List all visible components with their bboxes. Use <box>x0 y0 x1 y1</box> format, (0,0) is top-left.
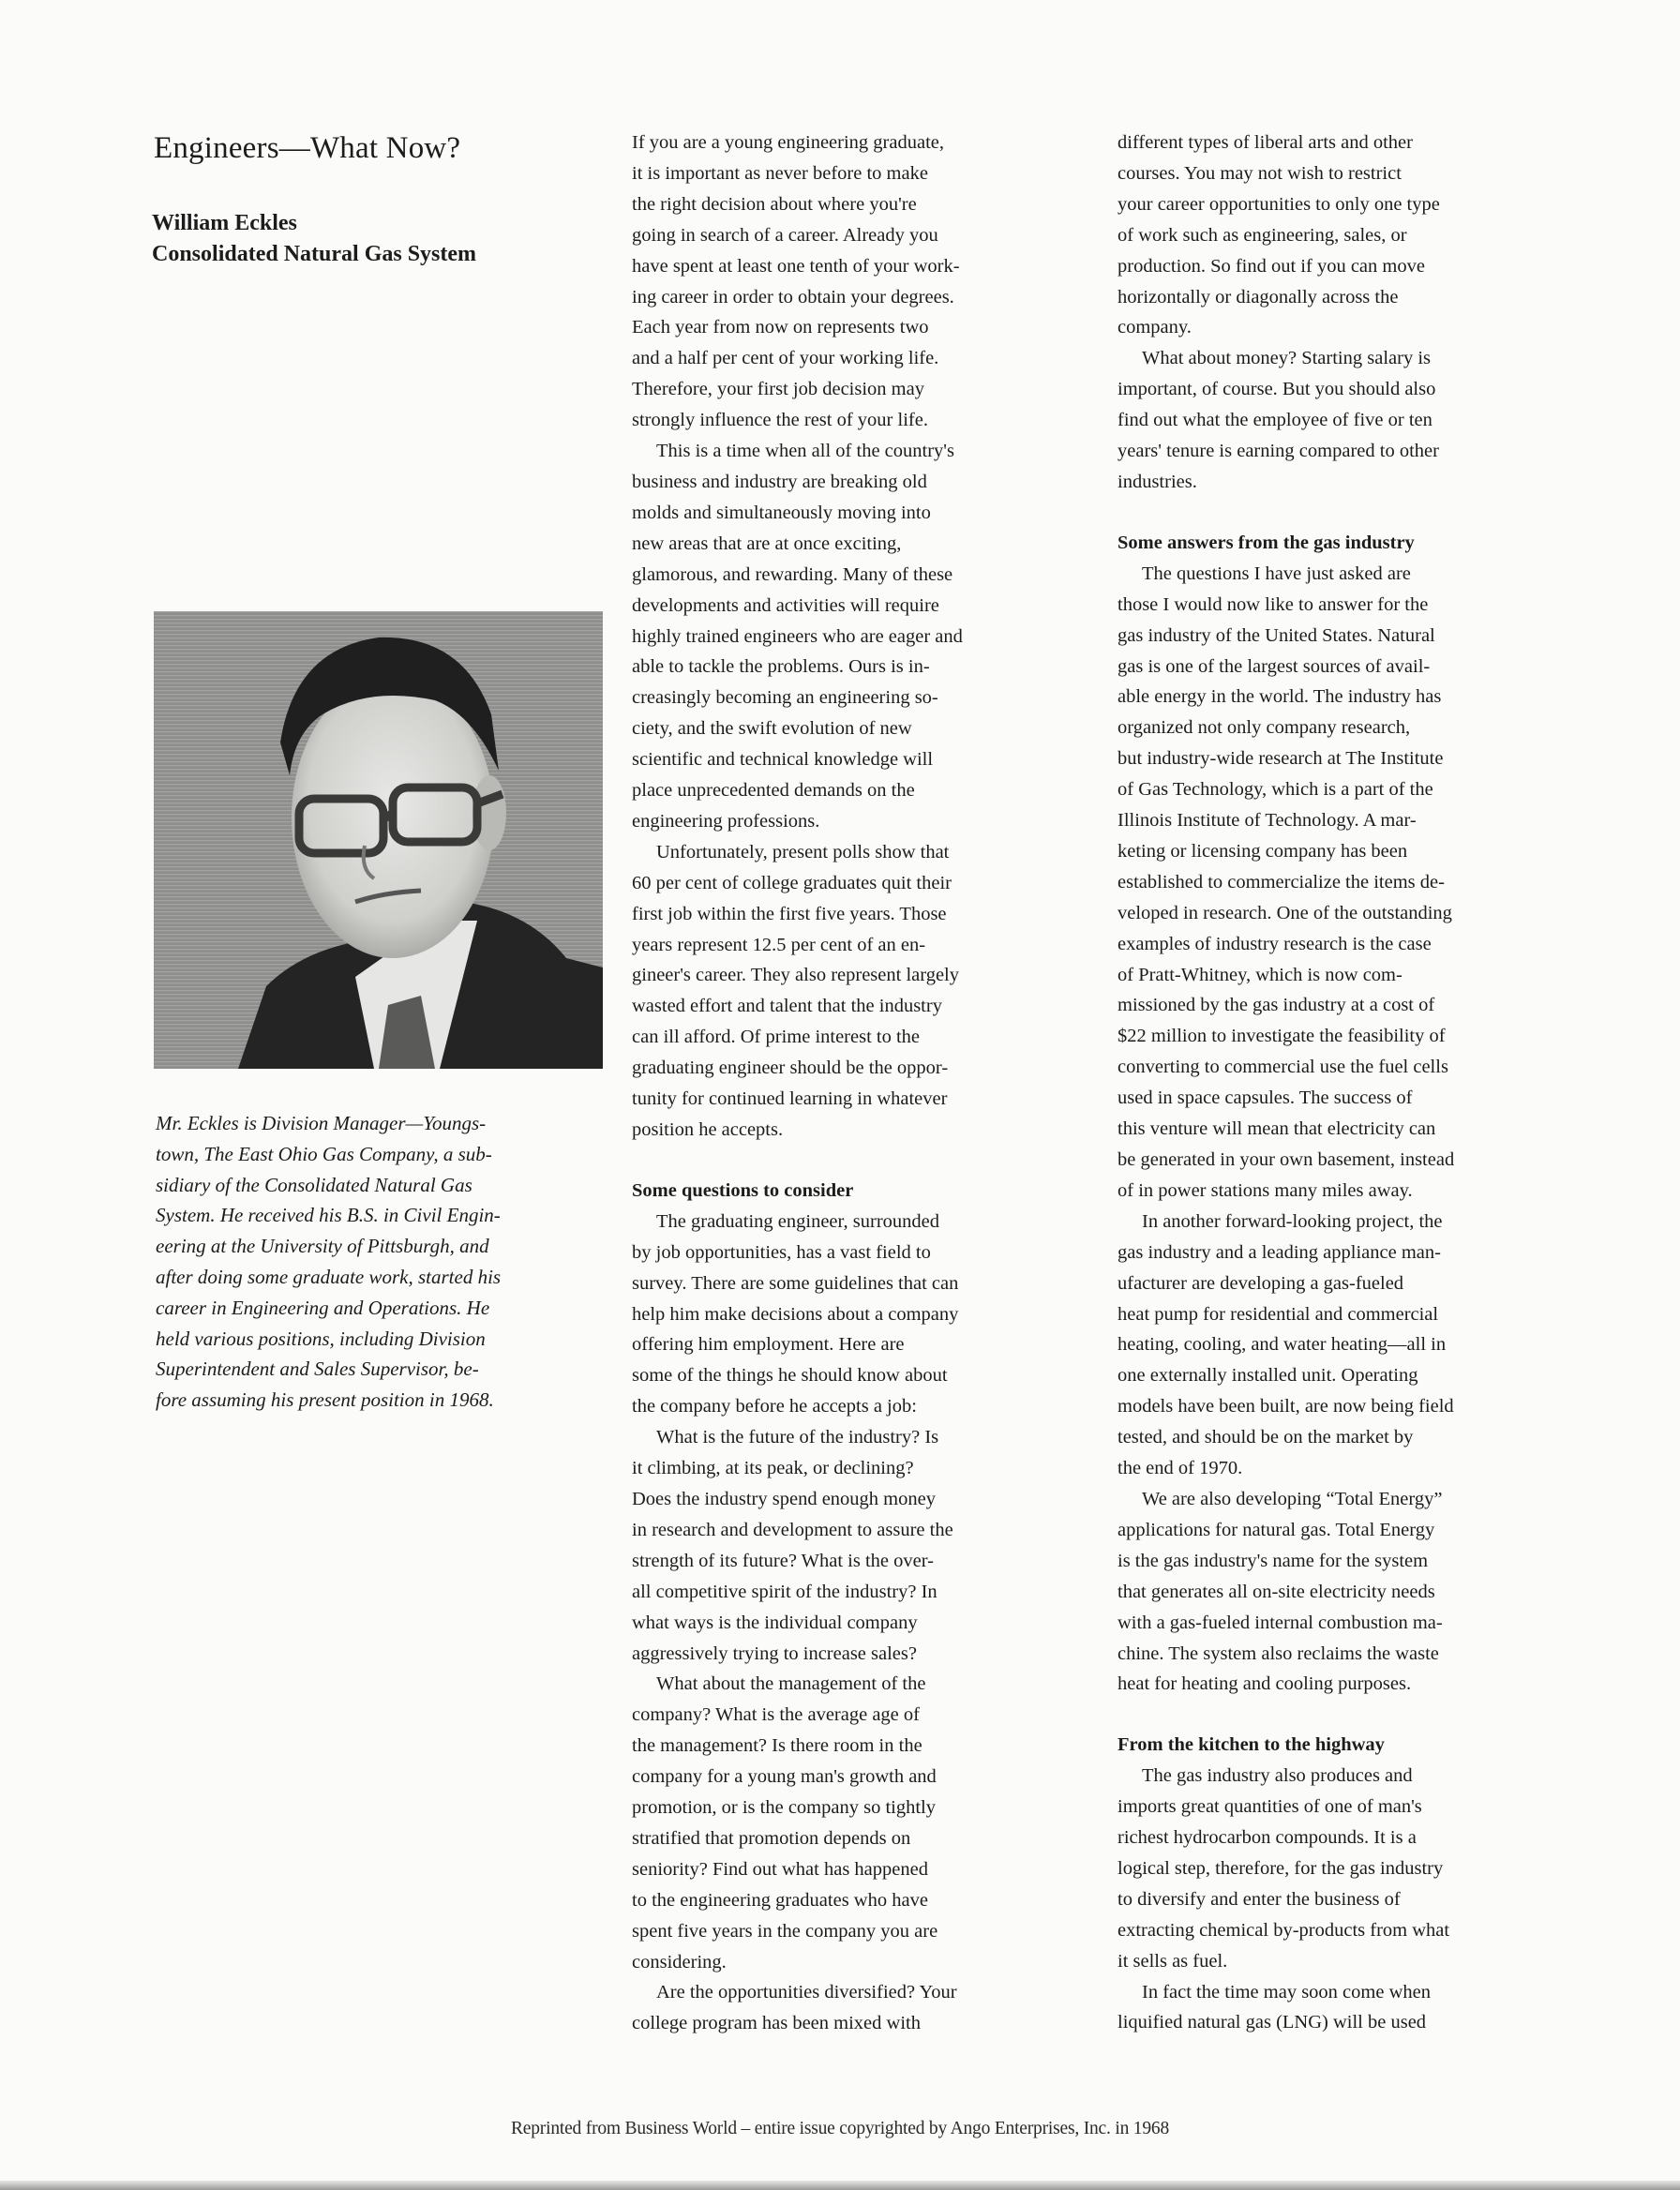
text-line: to diversify and enter the business of <box>1118 1888 1401 1910</box>
text-line: to the engineering graduates who have <box>632 1889 928 1911</box>
text-line: the right decision about where you're <box>632 193 917 215</box>
paragraph <box>632 1669 1091 1977</box>
text-line: it climbing, at its peak, or declining? <box>632 1458 914 1479</box>
reprint-footer: Reprinted from Business World – entire issue copyrighted by Ango Enterprises, Inc. in 1968 <box>511 2119 1169 2138</box>
text-line: The gas industry also produces and <box>1142 1765 1413 1787</box>
text-line: the company before he accepts a job: <box>632 1396 917 1418</box>
text-line: by job opportunities, has a vast field to <box>632 1241 931 1263</box>
portrait-illustration <box>154 611 603 1069</box>
text-line: developments and activities will require <box>632 594 939 616</box>
paragraph <box>632 1207 1091 1422</box>
body-column-2 <box>632 128 1091 2039</box>
section-gap <box>1118 498 1577 528</box>
caption-line: held various positions, including Division <box>156 1327 486 1350</box>
text-line: the end of 1970. <box>1118 1458 1243 1479</box>
text-line: strongly influence the rest of your life. <box>632 410 928 431</box>
text-line: ciety, and the swift evolution of new <box>632 718 912 740</box>
text-line: of Pratt-Whitney, which is now com- <box>1118 964 1402 985</box>
text-line: The graduating engineer, surrounded <box>656 1210 940 1232</box>
text-line: molds and simultaneously moving into <box>632 502 931 523</box>
text-line: gas industry and a leading appliance man- <box>1118 1241 1441 1263</box>
text-line: years represent 12.5 per cent of an en- <box>632 934 926 955</box>
paragraph <box>1118 1484 1577 1700</box>
text-line: first job within the first five years. Those <box>632 903 947 924</box>
byline <box>152 208 476 270</box>
paragraph <box>1118 1977 1577 2039</box>
author-name: William Eckles <box>152 211 297 235</box>
caption-line: fore assuming his present position in 1968. <box>156 1388 494 1412</box>
paragraph <box>632 837 1091 1146</box>
text-line: company for a young man's growth and <box>632 1766 937 1788</box>
text-line: creasingly becoming an engineering so- <box>632 687 938 709</box>
text-line: models have been built, are now being field <box>1118 1396 1454 1418</box>
text-line: organized not only company research, <box>1118 717 1411 739</box>
text-line: industries. <box>1118 471 1197 492</box>
text-line: horizontally or diagonally across the <box>1118 286 1399 308</box>
text-line: company? What is the average age of <box>632 1704 920 1726</box>
text-line: can ill afford. Of prime interest to the <box>632 1027 921 1048</box>
text-line: What about the management of the <box>656 1673 926 1695</box>
text-line: business and industry are breaking old <box>632 471 927 492</box>
text-line: ufacturer are developing a gas-fueled <box>1118 1272 1404 1294</box>
text-line: all competitive spirit of the industry? In <box>632 1581 938 1602</box>
text-line: engineering professions. <box>632 810 820 832</box>
text-line: keting or licensing company has been <box>1118 840 1408 862</box>
text-line: going in search of a career. Already you <box>632 224 938 246</box>
text-line: is the gas industry's name for the system <box>1118 1550 1429 1571</box>
text-line: production. So find out if you can move <box>1118 255 1425 277</box>
text-line: survey. There are some guidelines that can <box>632 1272 959 1294</box>
text-line: and a half per cent of your working life. <box>632 348 939 369</box>
text-line: important, of course. But you should also <box>1118 379 1436 400</box>
article-title: Engineers—What Now? <box>154 131 461 165</box>
text-line: place unprecedented demands on the <box>632 780 915 802</box>
text-line: In another forward-looking project, the <box>1142 1210 1443 1232</box>
text-line: glamorous, and rewarding. Many of these <box>632 563 953 585</box>
caption-line: career in Engineering and Operations. He <box>156 1296 490 1319</box>
text-line: it is important as never before to make <box>632 162 928 184</box>
text-line: We are also developing “Total Energy” <box>1142 1488 1443 1509</box>
text-line: stratified that promotion depends on <box>632 1827 911 1849</box>
text-line: be generated in your own basement, instead <box>1118 1149 1455 1170</box>
text-line: courses. You may not wish to restrict <box>1118 162 1402 184</box>
text-line: able energy in the world. The industry has <box>1118 686 1442 708</box>
text-line: of work such as engineering, sales, or <box>1118 224 1407 246</box>
text-line: This is a time when all of the country's <box>656 441 954 462</box>
text-line: richest hydrocarbon compounds. It is a <box>1118 1827 1417 1849</box>
text-line: those I would now like to answer for the <box>1118 593 1429 615</box>
text-line: company. <box>1118 317 1192 338</box>
text-line: What is the future of the industry? Is <box>656 1427 939 1448</box>
text-line: able to tackle the problems. Ours is in- <box>632 656 930 678</box>
text-line: veloped in research. One of the outstanding <box>1118 902 1452 923</box>
text-line: logical step, therefore, for the gas industry <box>1118 1857 1444 1879</box>
caption-line: eering at the University of Pittsburgh, and <box>156 1235 489 1258</box>
text-line: promotion, or is the company so tightly <box>632 1797 936 1819</box>
text-line: one externally installed unit. Operating <box>1118 1365 1418 1387</box>
text-line: used in space capsules. The success of <box>1118 1088 1413 1109</box>
text-line: what ways is the individual company <box>632 1612 918 1633</box>
text-line: Illinois Institute of Technology. A mar- <box>1118 810 1417 832</box>
text-line: converting to commercial use the fuel cells <box>1118 1057 1448 1078</box>
text-line: different types of liberal arts and other <box>1118 132 1413 153</box>
text-line: the management? Is there room in the <box>632 1735 922 1757</box>
caption-line: after doing some graduate work, started his <box>156 1265 502 1288</box>
text-line: Does the industry spend enough money <box>632 1488 936 1509</box>
section-heading: Some questions to consider <box>632 1179 854 1201</box>
text-line: If you are a young engineering graduate, <box>632 132 944 153</box>
text-line: heat pump for residential and commercial <box>1118 1303 1439 1325</box>
body-column-3 <box>1118 128 1577 2038</box>
section-heading: From the kitchen to the highway <box>1118 1734 1385 1756</box>
text-line: gas is one of the largest sources of avail- <box>1118 655 1431 677</box>
text-line: considering. <box>632 1951 727 1972</box>
text-line: In fact the time may soon come when <box>1142 1981 1431 2002</box>
photo-caption <box>156 1108 615 1416</box>
text-line: tested, and should be on the market by <box>1118 1427 1414 1448</box>
text-line: ing career in order to obtain your degrees. <box>632 286 954 308</box>
section-gap <box>1118 1700 1577 1730</box>
text-line: 60 per cent of college graduates quit their <box>632 872 952 893</box>
text-line: $22 million to investigate the feasibility of <box>1118 1026 1446 1047</box>
paragraph <box>1118 1207 1577 1484</box>
text-line: Each year from now on represents two <box>632 317 929 338</box>
text-line: wasted effort and talent that the industry <box>632 996 942 1017</box>
text-line: your career opportunities to only one type <box>1118 193 1440 215</box>
text-line: examples of industry research is the case <box>1118 933 1432 954</box>
text-line: spent five years in the company you are <box>632 1920 938 1942</box>
text-line: aggressively trying to increase sales? <box>632 1642 917 1664</box>
text-line: scientific and technical knowledge will <box>632 749 934 771</box>
text-line: but industry-wide research at The Institute <box>1118 748 1444 770</box>
text-line: this venture will mean that electricity can <box>1118 1118 1436 1140</box>
text-line: extracting chemical by-products from what <box>1118 1919 1450 1941</box>
page-bottom-edge <box>0 2181 1680 2190</box>
text-line: established to commercialize the items de- <box>1118 871 1445 892</box>
paragraph <box>1118 128 1577 343</box>
text-line: imports great quantities of one of man's <box>1118 1796 1422 1818</box>
text-line: years' tenure is earning compared to other <box>1118 441 1439 462</box>
paragraph <box>1118 559 1577 1207</box>
text-line: highly trained engineers who are eager and <box>632 625 963 647</box>
text-line: The questions I have just asked are <box>1142 562 1411 584</box>
text-line: gineer's career. They also represent largely <box>632 965 960 986</box>
text-line: heating, cooling, and water heating—all in <box>1118 1334 1447 1356</box>
text-line: tunity for continued learning in whatever <box>632 1088 948 1110</box>
text-line: some of the things he should know about <box>632 1365 948 1387</box>
text-line: Therefore, your first job decision may <box>632 379 924 400</box>
text-line: liquified natural gas (LNG) will be used <box>1118 2012 1427 2033</box>
text-line: college program has been mixed with <box>632 2013 921 2034</box>
paragraph <box>1118 343 1577 498</box>
text-line: Are the opportunities diversified? Your <box>656 1982 957 2003</box>
paragraph <box>632 1977 1091 2039</box>
text-line: it sells as fuel. <box>1118 1950 1228 1972</box>
text-line: graduating engineer should be the oppor- <box>632 1058 949 1079</box>
text-line: help him make decisions about a company <box>632 1303 959 1325</box>
text-line: offering him employment. Here are <box>632 1334 905 1356</box>
author-portrait-photo <box>154 611 603 1069</box>
text-line: of in power stations many miles away. <box>1118 1179 1413 1201</box>
caption-line: sidiary of the Consolidated Natural Gas <box>156 1173 472 1196</box>
text-line: seniority? Find out what has happened <box>632 1858 928 1880</box>
section-gap <box>632 1146 1091 1176</box>
text-line: that generates all on-site electricity needs <box>1118 1581 1435 1602</box>
text-line: Unfortunately, present polls show that <box>656 841 950 862</box>
text-line: heat for heating and cooling purposes. <box>1118 1673 1412 1695</box>
text-line: position he accepts. <box>632 1119 784 1140</box>
text-line: applications for natural gas. Total Energy <box>1118 1519 1435 1540</box>
paragraph <box>1118 1761 1577 1976</box>
caption-line: System. He received his B.S. in Civil Engin- <box>156 1204 501 1227</box>
text-line: find out what the employee of five or ten <box>1118 410 1432 431</box>
author-affiliation: Consolidated Natural Gas System <box>152 242 477 266</box>
caption-line: Superintendent and Sales Supervisor, be- <box>156 1358 479 1381</box>
text-line: new areas that are at once exciting, <box>632 532 902 554</box>
text-line: gas industry of the United States. Natural <box>1118 624 1435 646</box>
text-line: with a gas-fueled internal combustion ma- <box>1118 1612 1443 1633</box>
text-line: of Gas Technology, which is a part of the <box>1118 779 1433 801</box>
caption-line: town, The East Ohio Gas Company, a sub- <box>156 1142 492 1165</box>
caption-line: Mr. Eckles is Division Manager—Youngs- <box>156 1112 487 1134</box>
text-line: have spent at least one tenth of your work- <box>632 255 960 277</box>
text-line: missioned by the gas industry at a cost of <box>1118 995 1435 1016</box>
text-line: strength of its future? What is the over- <box>632 1550 934 1571</box>
section-heading: Some answers from the gas industry <box>1118 532 1415 553</box>
paragraph <box>632 1422 1091 1669</box>
text-line: What about money? Starting salary is <box>1142 348 1431 369</box>
text-line: in research and development to assure the <box>632 1519 953 1540</box>
paragraph <box>632 128 1091 436</box>
text-line: chine. The system also reclaims the waste <box>1118 1642 1439 1664</box>
paragraph <box>632 436 1091 837</box>
